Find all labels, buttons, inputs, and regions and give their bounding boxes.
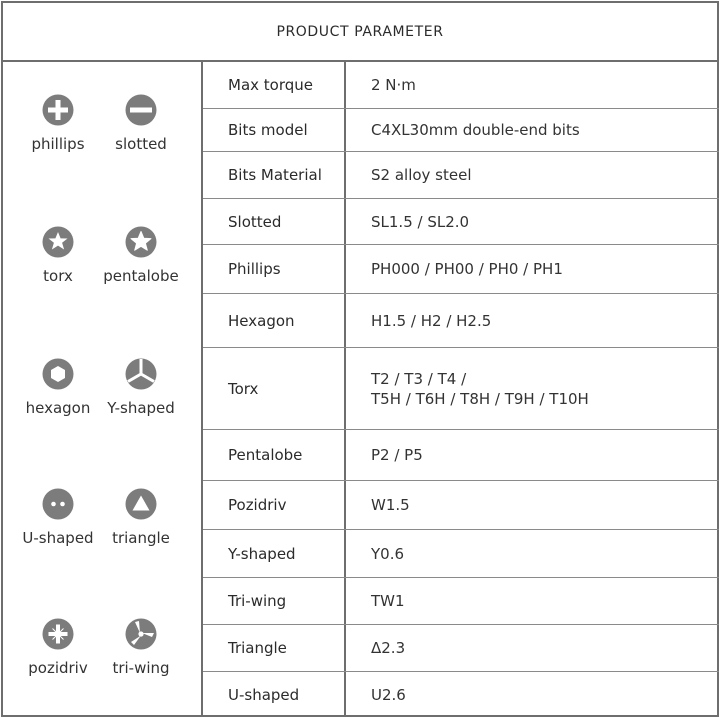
param-value-line: H1.5 / H2 / H2.5 [371,311,492,330]
param-key: U-shaped [203,672,346,717]
param-value-line: 2 N·m [371,76,416,94]
param-value [348,245,719,293]
icon-cell-pentalobe [91,226,191,316]
icon-label: hexagon [25,399,91,417]
table-row [203,62,719,109]
table-row [203,152,719,199]
param-key: Pentalobe [203,430,346,480]
icon-cell-triangle [91,488,191,578]
table-row [203,530,719,578]
pozidriv-icon [42,618,74,650]
param-value [348,294,719,347]
icon-row [3,488,203,578]
icon-row [3,358,203,448]
param-value [348,152,719,198]
param-key: Triangle [203,625,346,671]
param-value [348,348,719,429]
param-value-line: TW1 [371,592,405,610]
param-value-line: PH000 / PH00 / PH0 / PH1 [371,260,563,278]
triangle-icon [125,488,157,520]
table-row [203,625,719,672]
table-row [203,109,719,152]
icon-label: Y-shaped [107,399,175,417]
param-value-line: C4XL30mm double-end bits [371,121,580,139]
param-value-line: W1.5 [371,496,410,514]
icon-label: triangle [112,529,170,547]
u-shaped-icon [42,488,74,520]
icon-cell-slotted [91,94,191,184]
icon-cell-y-shaped [91,358,191,448]
param-value [348,109,719,151]
param-value [348,481,719,529]
param-key: Bits Material [203,152,346,198]
param-key: Bits model [203,109,346,151]
param-key: Hexagon [203,294,346,347]
param-key: Phillips [203,245,346,293]
icon-row [3,618,203,708]
param-value-line: Δ2.3 [371,639,406,657]
param-value [348,578,719,624]
param-key: Tri-wing [203,578,346,624]
phillips-icon [42,94,74,126]
param-value [348,62,719,108]
icon-row [3,226,203,316]
y-shaped-icon [125,358,157,390]
icon-label: slotted [115,135,167,153]
param-key: Torx [203,348,346,429]
param-value-line: Y0.6 [371,544,405,563]
param-value-line: T2 / T3 / T4 / [371,369,467,388]
torx-icon [42,226,74,258]
page-title: PRODUCT PARAMETER [3,3,717,62]
param-value [348,530,719,577]
table-row [203,294,719,348]
bit-types-panel [3,62,203,717]
param-key: Max torque [203,62,346,108]
icon-row [3,94,203,184]
param-value [348,199,719,244]
param-value [348,430,719,480]
param-value [348,672,719,717]
slotted-icon [125,94,157,126]
icon-label: pentalobe [103,267,179,285]
param-key: Y-shaped [203,530,346,577]
param-key: Slotted [203,199,346,244]
param-value-line: P2 / P5 [371,446,423,464]
param-key: Pozidriv [203,481,346,529]
param-value-line: S2 alloy steel [371,166,472,184]
table-row [203,199,719,245]
table-row [203,245,719,294]
param-value [348,625,719,671]
table-row [203,578,719,625]
pentalobe-icon [125,226,157,258]
table-row [203,348,719,430]
icon-label: tri-wing [112,659,170,677]
table-row [203,672,719,717]
param-value-line: T5H / T6H / T8H / T9H / T10H [371,389,589,408]
icon-label: pozidriv [28,659,88,677]
icon-cell-tri-wing [91,618,191,708]
param-value-line: SL1.5 / SL2.0 [371,212,470,231]
table-row [203,430,719,481]
tri-wing-icon [125,618,157,650]
parameter-table [203,62,717,717]
hexagon-icon [42,358,74,390]
icon-label: U-shaped [22,529,94,547]
icon-label: phillips [31,135,85,153]
parameter-card [1,1,719,717]
param-value-line: U2.6 [371,685,406,704]
table-row [203,481,719,530]
icon-label: torx [43,267,73,285]
